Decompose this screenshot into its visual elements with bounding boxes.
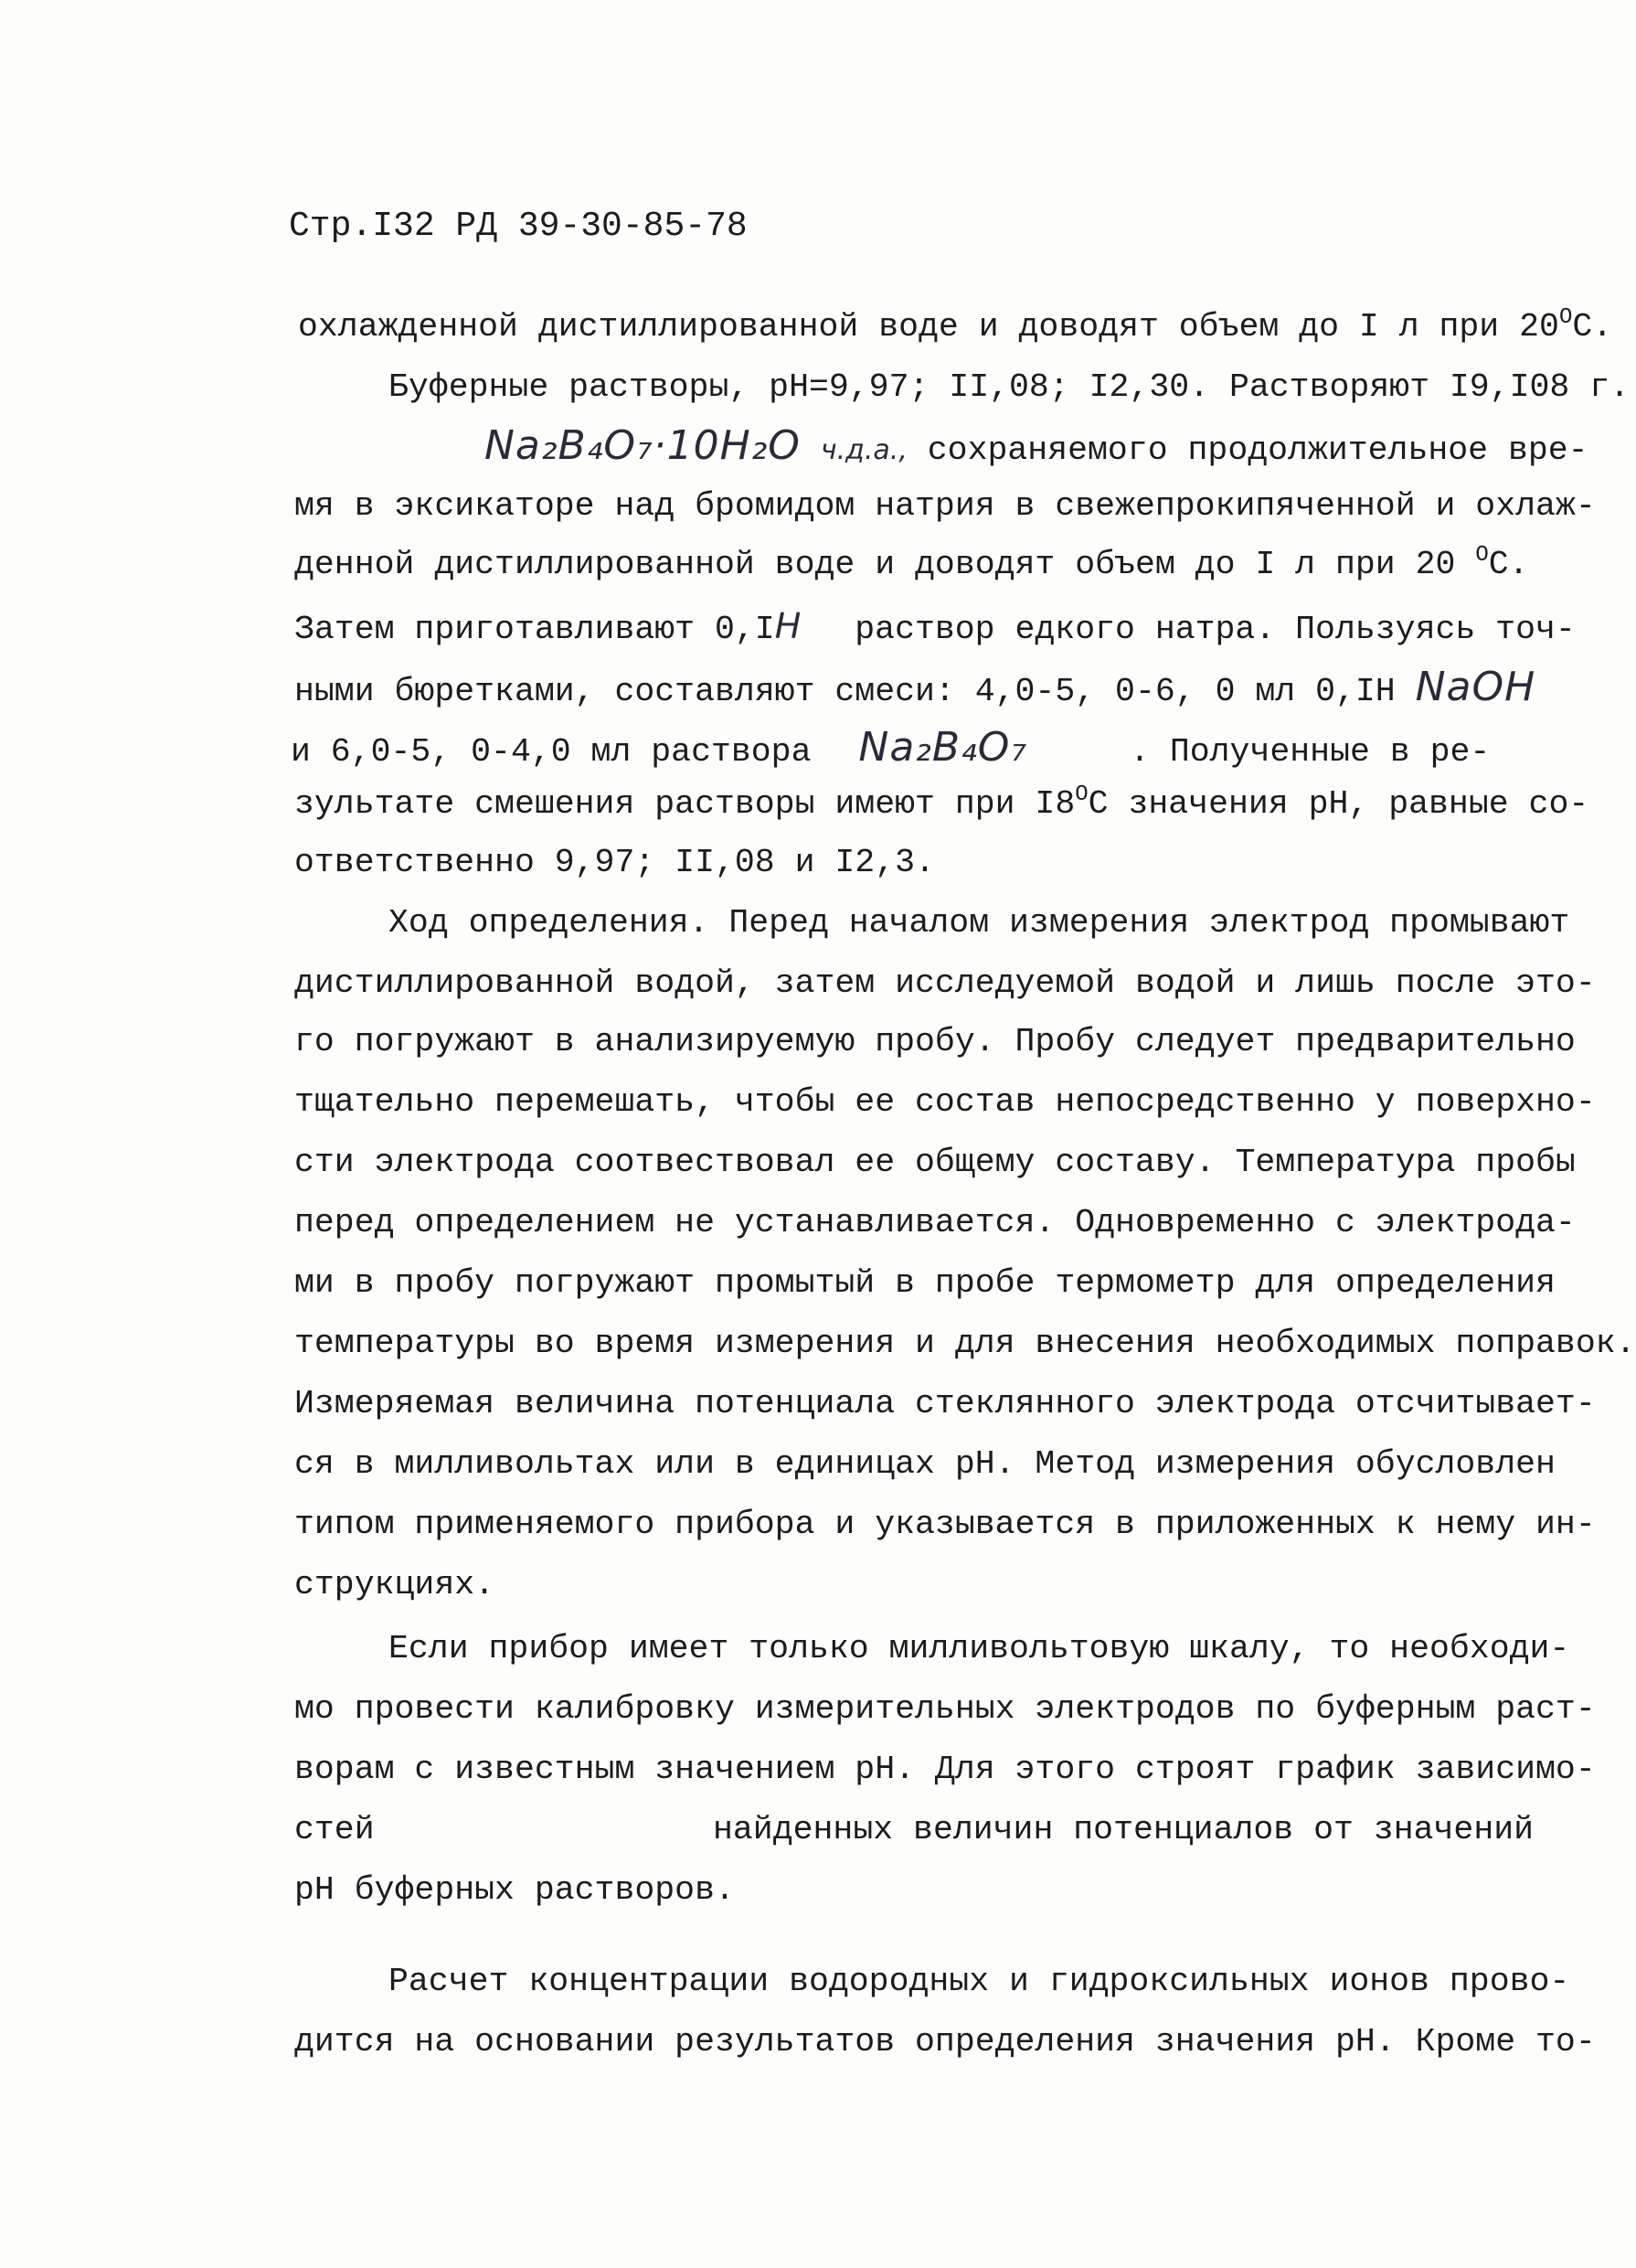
text-line: Буферные растворы, рН=9,97; II,08; I2,30. Растворяют I9,I08 г. xyxy=(388,368,1631,406)
text-line: Измеряемая величина потенциала стеклянного электрода отсчитывает- xyxy=(294,1385,1596,1422)
text-line: стей xyxy=(294,1811,375,1848)
text-line: ся в милливольтах или в единицах рН. Метод измерения обусловлен xyxy=(294,1445,1556,1483)
text-line: Если прибор имеет только милливольтовую шкалу, то необходи- xyxy=(388,1630,1570,1667)
text-line: рН буферных растворов. xyxy=(294,1871,735,1909)
text-line: Ход определения. Перед началом измерения электрод промывают xyxy=(388,904,1570,942)
text-line: и 6,0-5, 0-4,0 мл раствора Na₂B₄O₇ . Полученные в ре- xyxy=(291,724,1491,771)
text-line: ными бюретками, составляют смеси: 4,0-5, 0-6, 0 мл 0,IН NaOH xyxy=(294,664,1536,710)
handwritten-note: ч.д.а., xyxy=(820,434,908,466)
text-line: мо провести калибровку измерительных электродов по буферным раст- xyxy=(294,1690,1596,1728)
text-line: струкциях. xyxy=(294,1566,495,1603)
text-line: ми в пробу погружают промытый в пробе термометр для определения xyxy=(294,1264,1556,1302)
text-line: денной дистиллированной воде и доводят объем до I л при 20 $^O$С. xyxy=(294,543,1529,583)
text-line: ворам с известным значением рН. Для этого строят график зависимо- xyxy=(294,1751,1596,1788)
text-line: температуры во время измерения и для внесения необходимых поправок. xyxy=(294,1325,1636,1362)
handwritten-unit: Н xyxy=(774,606,802,646)
text-line: зультате смешения растворы имеют при $I8^OС$ значения рН, равные со- xyxy=(294,783,1589,823)
page-header: Стр.I32 РД 39-30-85-78 xyxy=(289,207,748,246)
text-line: Затем приготавливают 0,IН раствор едкого натра. Пользуясь точ- xyxy=(294,606,1576,648)
text-line: мя в эксикаторе над бромидом натрия в свежепрокипяченной и охлаж- xyxy=(294,487,1596,525)
handwritten-formula: Na₂B₄O₇·10H₂O xyxy=(484,422,801,469)
text-line: охлажденной дистиллированной воде и доводят объем до I л при $20^OС$. xyxy=(298,305,1613,346)
text-line: тщательно перемешать, чтобы ее состав непосредственно у поверхно- xyxy=(294,1083,1596,1121)
handwritten-formula: NaOH xyxy=(1415,664,1536,710)
text-line: Na₂B₄O₇·10H₂O ч.д.а., сохраняемого продолжительное вре- xyxy=(484,422,1588,469)
text-line: дится на основании результатов определения значения рН. Кроме то- xyxy=(294,2023,1596,2060)
text-line: дистиллированной водой, затем исследуемой водой и лишь после это- xyxy=(294,964,1596,1002)
text-line: типом применяемого прибора и указывается в приложенных к нему ин- xyxy=(294,1506,1596,1543)
handwritten-formula: Na₂B₄O₇ xyxy=(858,724,1028,771)
text-line: Расчет концентрации водородных и гидроксильных ионов прово- xyxy=(388,1963,1570,2000)
text-line: ответственно 9,97; II,08 и I2,3. xyxy=(294,844,935,881)
text-line: сти электрода соотвествовал ее общему составу. Температура пробы xyxy=(294,1144,1576,1181)
text-line: перед определением не устанавливается. Одновременно с электрода- xyxy=(294,1204,1576,1241)
text-line: го погружают в анализируемую пробу. Пробу следует предварительно xyxy=(294,1023,1576,1060)
text-line: найденных величин потенциалов от значений xyxy=(713,1811,1535,1848)
